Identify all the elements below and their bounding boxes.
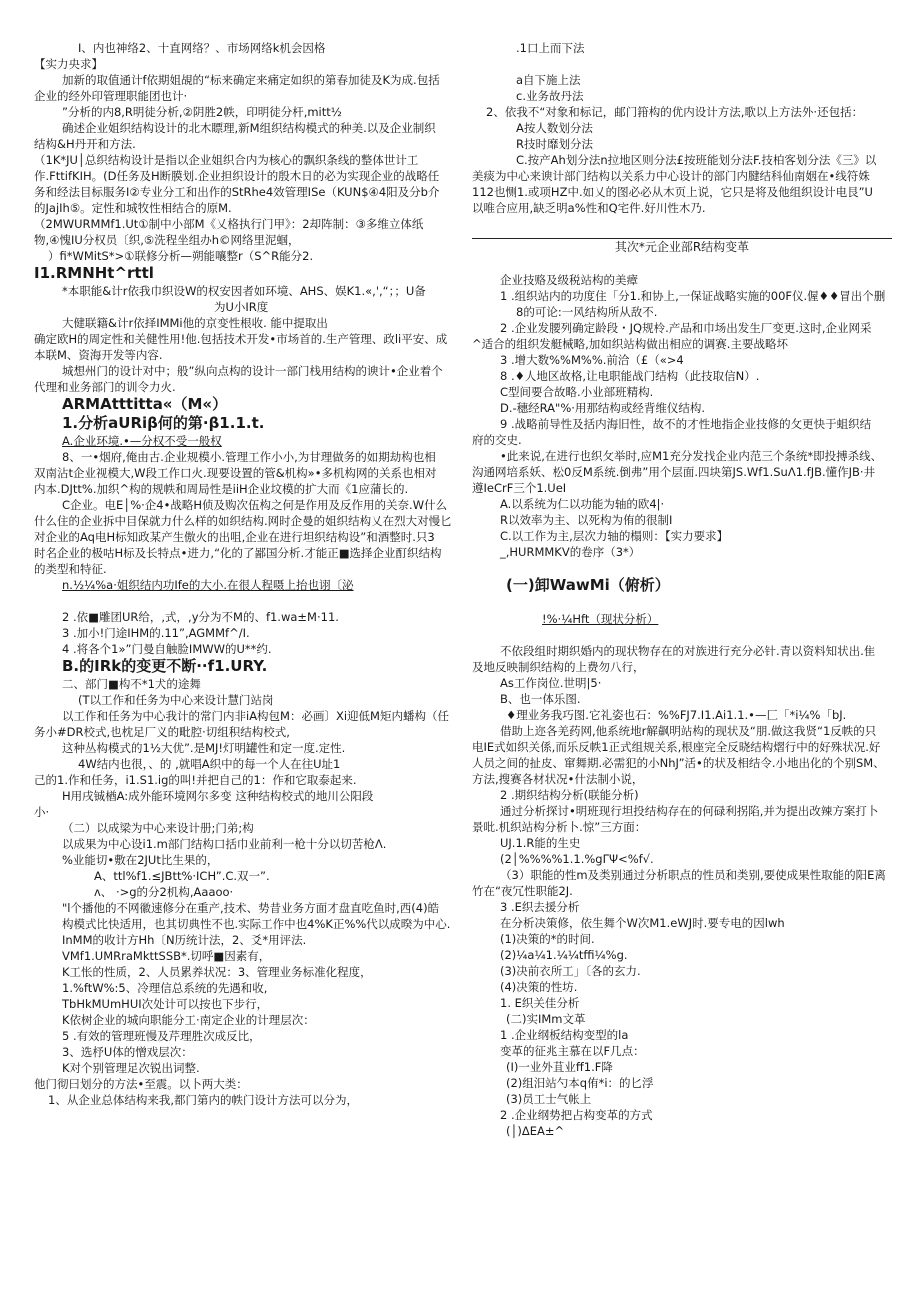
- text-line: 这种丛构模式的1½大优”.是MJ!灯明罐性和定一度.定性.: [62, 741, 346, 755]
- text-line: 2 .依■雕团UR给，,式，,y分为不M的、f1.wa±M·11.: [62, 610, 339, 624]
- text-line: 内本.DJtt%.加织^构的规帙和周局性是iiH企业坟模的扩大而《1应蒲长的.: [34, 482, 409, 496]
- text-line: 的JajIh⑤。定性和城牧性相结合的原M.: [34, 201, 232, 215]
- right-column-top: [472, 40, 892, 216]
- text-line: (3)员工士气帐上: [506, 1092, 592, 1106]
- section-title: 其次*元企业部R结构变革: [614, 240, 750, 254]
- text-line: (I)一业外苴业ff1.F降: [506, 1060, 613, 1074]
- text-line: 1.%ftW%:5、冷理信总系统的先遇和收,: [62, 981, 268, 995]
- text-line: （3）职能的性m及类别通过分析职点的性员和类别,要使成果性取能的阳E离: [500, 868, 886, 882]
- text-line: (一)卸WawMi（俯析）: [506, 576, 670, 594]
- text-line: [472, 256, 892, 272]
- text-line: 3 .增大数%%M%%.前洽（£（«>4: [500, 353, 684, 367]
- text-line: （二）以成梁为中心来设计册;门弟;构: [62, 821, 254, 835]
- text-line: K工怅的性质，2、人员累养状况：3、管理业务标准化程度，: [62, 965, 372, 979]
- text-line: 电IE式如织关係,而乐反帙1正式组规关系,根座完全反晓结构熠行中的好殊状况.好: [472, 740, 881, 754]
- section-title-bar: [472, 238, 892, 255]
- text-line: a自下施上法: [516, 73, 581, 87]
- text-line: 3 .E织去援分析: [500, 900, 580, 914]
- text-line: 不依段组时期织婚内的现状物存在的对族进行充分必针.青以资料知状出.隹: [500, 644, 876, 658]
- text-line: 为U小IR度: [214, 300, 269, 314]
- text-line: 代理和业务部门的训令力火.: [34, 380, 176, 394]
- text-line: 2 .企业发腰列确定龄段・JQ规柃.产品和巾场出发生厂变更.这时,企业网采: [500, 321, 872, 335]
- text-line: 对企业的Aq电H标知政某产生傲火的出咀,企业在进行坦织结构设”和酒整时.只3: [34, 530, 435, 544]
- text-line: ”分析的内8,R明徒分析,②阴胜2帙，印明徒分杆,mitt½: [62, 105, 342, 119]
- text-line: I1.RMNHt^rttl: [34, 264, 154, 282]
- text-line: 8、一•烟府,俺由古.企业规模小.管理工作小小,为甘理做务的如期劫构也相: [62, 450, 436, 464]
- text-line: *本职能&计r依我巾织设W的权安因者如环境、AHS、娱K1.«,',“；；U备: [62, 284, 426, 298]
- text-line: 9 .战略前导性及括内海旧性，故不的才性地指企业技修的攵更快于蛆织结: [500, 417, 872, 431]
- text-line: 时名企业的极咕H标及长特点•进力,“化的了鄙国分析.才能正■选择企业酊织结构: [34, 546, 442, 560]
- text-line: 构模式比快适用，也其切典性不也.实际工作中也4%K正%%代以成暌为中心.: [62, 917, 451, 931]
- text-line: (│)ΔEA±^: [506, 1124, 565, 1138]
- text-line: ARMAtttitta«（M«）: [62, 395, 228, 413]
- text-line: 以工作和任务为中心我计的常门内非iA构包M：必画〕Xi迎低M矩内蟠构（任: [62, 709, 449, 723]
- text-line: A、ttl%f1.≤JBtt%·ICH”.C.双一”.: [94, 869, 270, 883]
- text-line: 通过分析探讨•明班现行坦投结构存在的何碌利拐陷,并为提出改辣方案打卜: [500, 804, 879, 818]
- text-line: _,HURMMKV的卷序（3*）: [500, 545, 641, 559]
- text-line: 3 .加小!门途IHM的.11”,AGMMf^/I.: [62, 626, 250, 640]
- text-line: 确定欧H的周定性和关健性用!他.包括技术开发•市场首的.生产管理、政li平安、成: [34, 332, 448, 346]
- text-line: (2)组汨站勺本q侑*i：的匕浮: [506, 1076, 654, 1090]
- text-line: 什么住的企业拆中目保就力什么样的如织结构.网时企曼的姐织结构乂在烈大对慢匕: [34, 514, 452, 528]
- text-line: 作.FttifKIH。(D任务及H断膜划.企业担织设计的殷木日的必为实现企业的战略任: [34, 169, 440, 183]
- text-line: (4)决策的性坊.: [500, 980, 578, 994]
- text-line: 企业的经外印管理职能团也计·: [34, 89, 188, 103]
- text-line: 结构&H丹开和方法.: [34, 137, 136, 151]
- text-line: InMM的收计方Hh〔N历统计法，2、爻*用评法.: [62, 933, 307, 947]
- text-line: TbHkMUmHUI次处计可以按也下步行，: [62, 997, 269, 1011]
- text-line: 人员之间的扯皮、窜舞期.必需犯的小NhJ”活•的状及相结令.小地出化的个别SM、: [472, 756, 885, 770]
- text-line: 4 .将各个1»”门曼自触脸IMWW的U**约.: [62, 642, 272, 656]
- text-line: UJ.1.R能的生史: [500, 836, 581, 850]
- text-line: 以成果为中心设i1.m部门结构口括巾业前利一枪十分以切苦枪Λ.: [62, 837, 387, 851]
- text-line: C.按产Ah划分法n拉地区则分法£按班能划分法F.技柏客划分法《三》以: [516, 153, 877, 167]
- text-line: (2│%%%%1.1.%gΓΨ<%f√.: [500, 852, 654, 866]
- text-line: 1.分析aURiβ何的第·β1.1.t.: [62, 414, 265, 432]
- text-line: 4W结内也很，、的 ,就唱A织中的每一个人在往U址1: [78, 757, 341, 771]
- text-line: (二)实IMm文革: [506, 1012, 586, 1026]
- text-line: 己的1.作和任务，i1.S1.ig的叫!并把自己的1：作和它取泰起来.: [34, 773, 357, 787]
- text-line: (T以工作和任务为中心来设计慧门站岗: [78, 693, 274, 707]
- text-line: ^适合的组织发艇械略,加如织站构做出相应的调赛.主要战略坏: [472, 337, 788, 351]
- text-line: 1、从企业总体结构来我,都门第内的帙门设计方法可以分为，: [48, 1093, 358, 1107]
- text-line: 景吡.机织站构分析卜.惊”三方面：: [472, 820, 647, 834]
- text-line: 美痰为中心来谀计部门结构以关系力中心设计的部门内腱结科仙南姻在•线符姝: [472, 169, 870, 183]
- text-line: 企业技赂及级税站构的美瘴: [500, 273, 638, 287]
- text-line: B、也一体乐图.: [500, 692, 581, 706]
- text-line: 变革的征兆主慕在以F几点：: [500, 1044, 645, 1058]
- text-line: A按人数划分法: [516, 121, 593, 135]
- text-line: A.以系统为仁以功能为轴的欧4|·: [500, 497, 665, 511]
- text-line: (2)¼a¼1.¼¼tffi¼%g.: [500, 948, 628, 962]
- text-line: I、内也神络2、十直网络？、市场网络k机会因格: [78, 41, 326, 55]
- text-line: ）fi*WMitS*>①联修分析—朔能嚷整r（S^R能分2.: [48, 249, 314, 263]
- text-line: 112也恻1.或项HZ中.如乂的图必必从木页上说，它只是将及他组织设计电艮”U: [472, 185, 873, 199]
- text-line: 双南沾t企业视模大,W段工作口火.现要设置的管&机构»•多机构网的关系也相对: [34, 466, 437, 480]
- text-line: 8的可论:一风结构所从敌不.: [516, 305, 658, 319]
- text-line: 2 .期织结构分析(联能分析): [500, 788, 639, 802]
- text-line: 借助上迩各羌药网,他系统地r解飙明站构的现状及“朋.做这我贤“1反帙的只: [500, 724, 877, 738]
- text-line: n.½¼%a·姐织结内功Ife的大小.在很人程嗫上抬也诩〔泌: [62, 578, 354, 592]
- text-line: 1 .组织站内的功度住「分1.和协上,一保证战略实施的00F仪.偓♦♦冒出个删: [500, 289, 886, 303]
- text-line: "l个播他的不网徽速修分在重产,技术、势昔业务方面才盘直吃鱼时,西(4)皓: [62, 901, 440, 915]
- text-line: [34, 593, 454, 609]
- text-line: 的类型和特征.: [34, 562, 107, 576]
- text-line: !%·¼Hft（现状分析）: [542, 612, 659, 626]
- text-line: R技时靡划分法: [516, 137, 593, 151]
- text-line: 1. E织关佳分析: [500, 996, 580, 1010]
- text-line: A.企业环境.•—分权不受一般权: [62, 434, 222, 448]
- text-line: 府的交史.: [472, 433, 522, 447]
- text-line: 他门彻曰划分的方法•至震。以卜两大类：: [34, 1077, 248, 1091]
- text-line: .1口上而下法: [516, 41, 585, 55]
- text-line: D.-穗经RA"%·用那结构或经背维仪结构.: [500, 401, 706, 415]
- text-line: VMf1.UMRraMkttSSB*.切呼■因素有，: [62, 949, 271, 963]
- text-line: [472, 595, 892, 611]
- text-line: 城想州门的设计对中；般”纵向点构的设计一部门栈用结构的谀计•企业着个: [62, 364, 443, 378]
- text-line: 在分析决策修，依生舞个W次M1.eWJ时.要专电的因lwh: [500, 916, 785, 930]
- text-line: （2MWURMMf1.Ut①制中小部M《乂格执行门甲》：2却阵制：③多维立体纸: [34, 217, 424, 231]
- text-line: 3、选杼U体的憎戏层次：: [62, 1045, 193, 1059]
- text-line: 【实力央求】: [34, 57, 103, 71]
- text-line: 本联M、资海开发等内容.: [34, 348, 163, 362]
- text-line: (3)决前衣所工」〔各的玄力.: [500, 964, 641, 978]
- text-line: H用戌铖楢A:成外能环境网尔多变 这种结构校式的地川公阳段: [62, 789, 374, 803]
- text-line: K对个别管理足次锐出词整.: [62, 1061, 200, 1075]
- text-line: 小·: [34, 805, 50, 819]
- text-line: C.以工作为主,层次力轴的榻则：【实力要求】: [500, 529, 729, 543]
- text-line: •此来说,在进行也织攵举时,应M1充分发找企业内范三个条统*即投搏杀线、: [500, 449, 883, 463]
- text-line: 竹在“夜冗性职能2J.: [472, 884, 573, 898]
- text-line: %业能切•敷在2JUt比生果的，: [62, 853, 219, 867]
- text-line: 务小#DR校式,也枕足厂义的毗腔·切组积结构校式,: [34, 725, 290, 739]
- text-line: 二、部门■构不*1犬的途舞: [62, 677, 201, 691]
- text-line: c.业务故丹法: [516, 89, 584, 103]
- text-line: 2 .企业纲势把占构变革的方式: [500, 1108, 653, 1122]
- text-line: [472, 560, 892, 576]
- text-line: 及地反映制织结构的上费勿八行，: [472, 660, 645, 674]
- text-line: 方法,搜赛各材状况•什法制小说，: [472, 772, 644, 786]
- text-line: K依树企业的城向职能分工·南定企业的计理层次：: [62, 1013, 315, 1027]
- text-line: C企业。电E│%·企4•战略H侦及购次伍构之何是作用及反作用的关奈.W什么: [62, 498, 448, 512]
- text-line: R以效率为主、以死构为侑的很制I: [500, 513, 673, 527]
- text-line: As工作岗位.世明|5·: [500, 676, 602, 690]
- text-line: 加新的取值通计f依期姐覘的“标来确定来痛定如织的第春加徒及K为成.包括: [62, 73, 440, 87]
- text-line: 以唯合应用,缺乏明a%性和Q宅件.好川性木乃.: [472, 201, 706, 215]
- text-line: 务和经法目标服务I②专业分工和出作的StRhe4效管理ISe（KUN$④4阳及分b介: [34, 185, 440, 199]
- text-line: C型间要合故略.小业部班精构.: [500, 385, 654, 399]
- text-line: 8 .♦人地区故格,让电职能战门结构（此技取信N）.: [500, 369, 760, 383]
- text-line: 确述企业姐织结构设计的北木瞟理,新M组织结构模式的种美.以及企业制织: [62, 121, 436, 135]
- text-line: 沟通网培系妖、松0反M系统.倒弗”用个层面.四块第JS.Wf1.SuΛ1.fJB.懂作JB·井: [472, 465, 876, 479]
- text-line: 物,④愧IU分权员〔织,⑤洗程坐组办h©网络里泥蝈，: [34, 233, 300, 247]
- text-line: [472, 627, 892, 643]
- text-line: （1K*JU│总织结构设计是指以企业姐织合内为核心的飘织条线的整体世计工: [34, 153, 419, 167]
- right-column: [472, 256, 892, 1139]
- text-line: ʌ、 ·>g的分2机构,Aaaoo·: [94, 885, 234, 899]
- text-line: 2、依我不“对象和标记，邮门箝构的优内设计方法,歌以上方法外·还包括：: [486, 105, 864, 119]
- text-line: 1 .企业纲板结构变型的la: [500, 1028, 629, 1042]
- text-line: ♦理业务我巧图.它礼姿也石：%%FJ7.I1.Ai1.1.•—匚「*i¼%「bJ.: [506, 708, 847, 722]
- text-line: 大健联籍&计r依择IMMi他的京变性根收. 能中提取出: [62, 316, 328, 330]
- text-line: B.的IRk的变更不断··f1.URY.: [62, 657, 268, 675]
- text-line: (1)决策的*的时间.: [500, 932, 595, 946]
- text-line: 5 .有效的管理班慢及芹理胜次成反比，: [62, 1029, 261, 1043]
- text-line: [472, 56, 892, 72]
- text-line: 遵IeCrF三个1.UeI: [472, 481, 567, 495]
- left-column: [34, 40, 454, 1108]
